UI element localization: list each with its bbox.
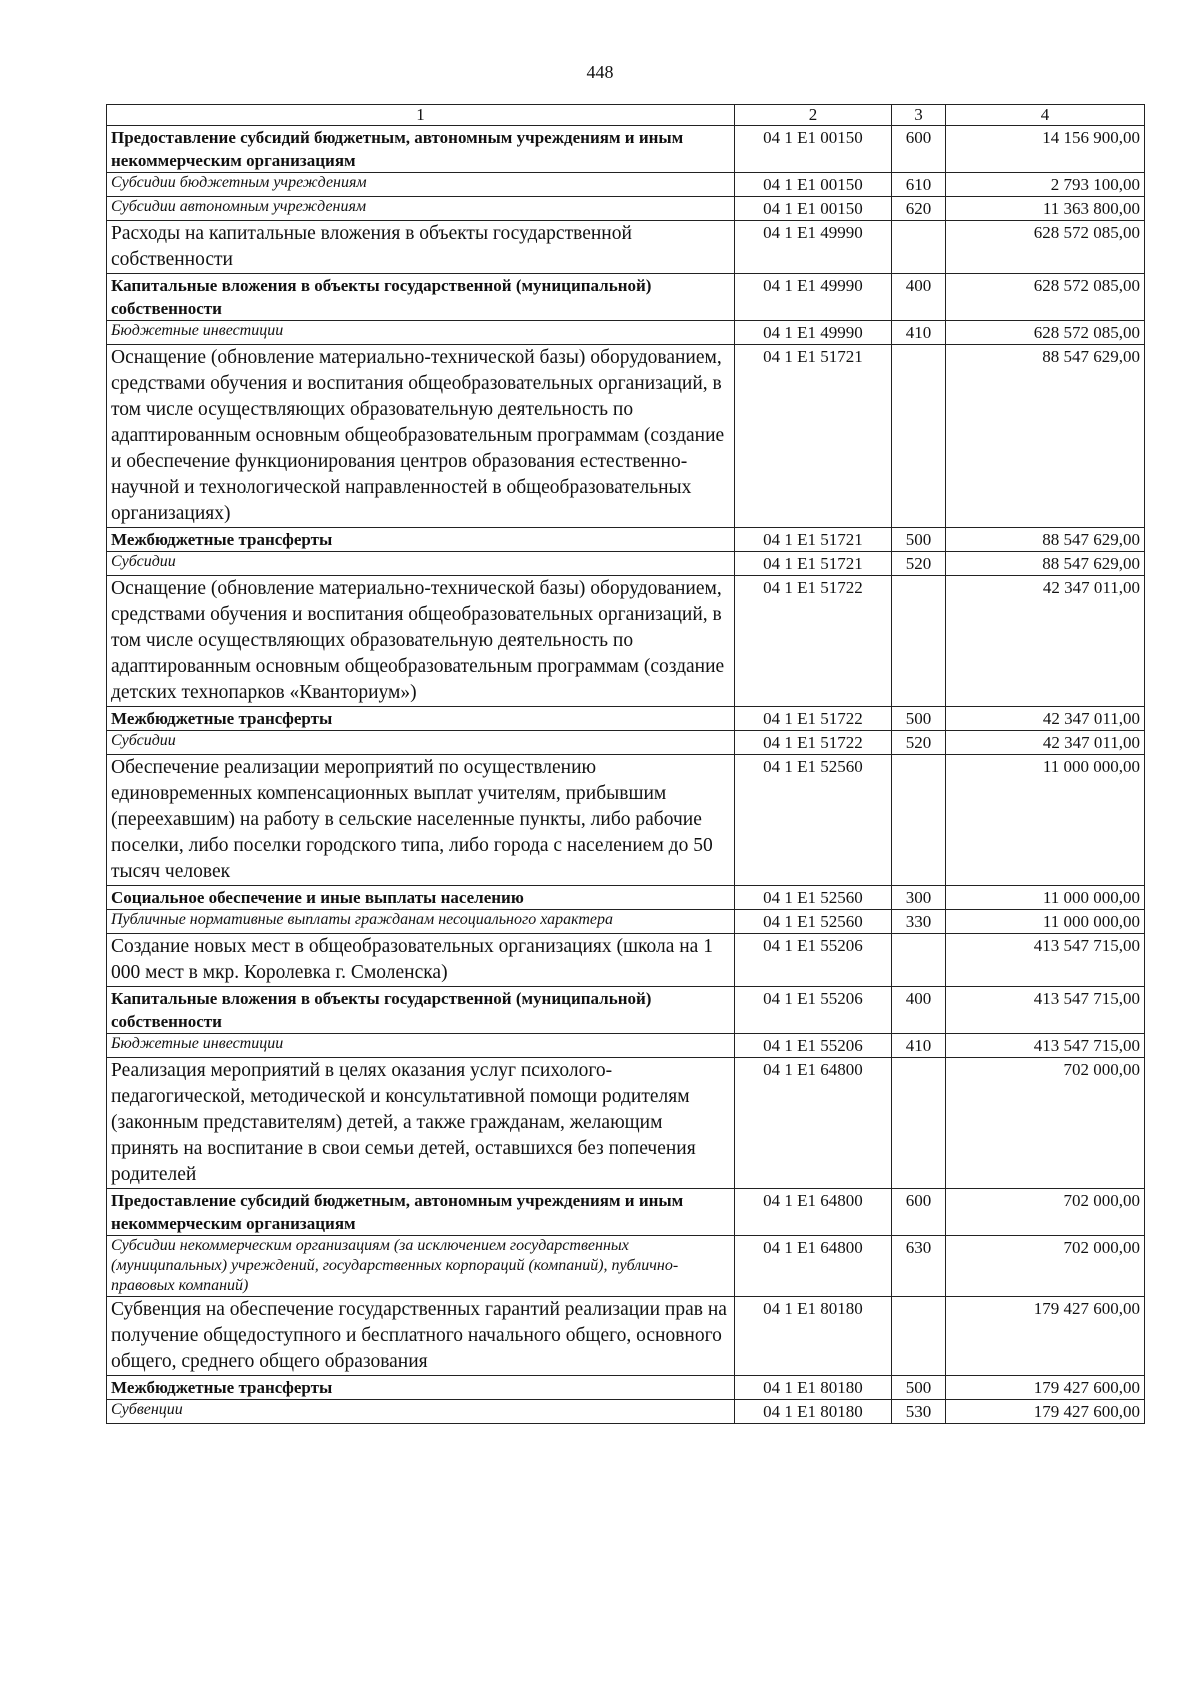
- table-header-row: [107, 105, 1145, 126]
- row-name: Расходы на капитальные вложения в объекты государственной собственности: [107, 221, 735, 274]
- table-row: [107, 755, 1145, 886]
- row-name: Предоставление субсидий бюджетным, автономным учреждениям и иным некоммерческим организациям: [107, 1189, 735, 1236]
- row-code: 04 1 E1 80180: [735, 1400, 892, 1424]
- header-col-type: 3: [892, 105, 946, 126]
- table-row: [107, 197, 1145, 221]
- row-expense-type: 520: [892, 552, 946, 576]
- table-row: [107, 1189, 1145, 1236]
- page-number: 448: [586, 62, 614, 82]
- row-name: Оснащение (обновление материально-технической базы) оборудованием, средствами обучения и воспитания общеобразовательных организаций, в том числе осуществляющих образовательную деятельность по адаптированным основным общеобразовательным программам (создание и обеспечение функционирования центров образования естественно-научной и технологической направленностей в общеобразовательных организациях): [107, 345, 735, 528]
- row-sum: 702 000,00: [946, 1058, 1145, 1189]
- row-name: Создание новых мест в общеобразовательных организациях (школа на 1 000 мест в мкр. Королевка г. Смоленска): [107, 934, 735, 987]
- row-code: 04 1 E1 52560: [735, 755, 892, 886]
- row-expense-type: 500: [892, 1376, 946, 1400]
- row-name: Капитальные вложения в объекты государственной (муниципальной) собственности: [107, 274, 735, 321]
- budget-table-body: [107, 105, 1145, 1424]
- row-name: Социальное обеспечение и иные выплаты населению: [107, 886, 735, 910]
- row-expense-type: 530: [892, 1400, 946, 1424]
- table-row: [107, 274, 1145, 321]
- row-code: 04 1 E1 55206: [735, 987, 892, 1034]
- table-row: [107, 1034, 1145, 1058]
- row-code: 04 1 E1 51722: [735, 707, 892, 731]
- table-row: [107, 1058, 1145, 1189]
- row-code: 04 1 E1 55206: [735, 1034, 892, 1058]
- row-expense-type: [892, 345, 946, 528]
- row-code: 04 1 E1 52560: [735, 910, 892, 934]
- row-code: 04 1 E1 49990: [735, 274, 892, 321]
- row-code: 04 1 E1 55206: [735, 934, 892, 987]
- row-name: Капитальные вложения в объекты государственной (муниципальной) собственности: [107, 987, 735, 1034]
- row-name: Субсидии: [107, 731, 735, 755]
- table-row: [107, 1400, 1145, 1424]
- row-code: 04 1 E1 00150: [735, 173, 892, 197]
- header-col-sum: 4: [946, 105, 1145, 126]
- row-sum: 413 547 715,00: [946, 1034, 1145, 1058]
- table-row: [107, 910, 1145, 934]
- row-sum: 413 547 715,00: [946, 987, 1145, 1034]
- row-sum: 88 547 629,00: [946, 345, 1145, 528]
- row-sum: 88 547 629,00: [946, 552, 1145, 576]
- row-expense-type: 520: [892, 731, 946, 755]
- table-row: [107, 1376, 1145, 1400]
- row-name: Субсидии: [107, 552, 735, 576]
- row-expense-type: [892, 576, 946, 707]
- row-sum: 42 347 011,00: [946, 731, 1145, 755]
- table-row: [107, 1297, 1145, 1376]
- row-sum: 628 572 085,00: [946, 321, 1145, 345]
- row-expense-type: 400: [892, 274, 946, 321]
- row-code: 04 1 E1 51721: [735, 528, 892, 552]
- row-name: Реализация мероприятий в целях оказания услуг психолого-педагогической, методической и консультативной помощи родителям (законным представителям) детей, а также гражданам, желающим принять на воспитание в свои семьи детей, оставшихся без попечения родителей: [107, 1058, 735, 1189]
- row-name: Субсидии бюджетным учреждениям: [107, 173, 735, 197]
- row-sum: 11 000 000,00: [946, 755, 1145, 886]
- row-code: 04 1 E1 51722: [735, 576, 892, 707]
- row-expense-type: 610: [892, 173, 946, 197]
- row-sum: 179 427 600,00: [946, 1400, 1145, 1424]
- row-name: Бюджетные инвестиции: [107, 1034, 735, 1058]
- row-code: 04 1 E1 80180: [735, 1297, 892, 1376]
- row-expense-type: 600: [892, 126, 946, 173]
- row-name: Межбюджетные трансферты: [107, 1376, 735, 1400]
- row-sum: 42 347 011,00: [946, 707, 1145, 731]
- row-code: 04 1 E1 51722: [735, 731, 892, 755]
- row-sum: 2 793 100,00: [946, 173, 1145, 197]
- row-expense-type: [892, 934, 946, 987]
- row-name: Субсидии некоммерческим организациям (за исключением государственных (муниципальных) учреждений, государственных корпораций (компаний), публично-правовых компаний): [107, 1236, 735, 1297]
- row-code: 04 1 E1 64800: [735, 1189, 892, 1236]
- row-expense-type: 330: [892, 910, 946, 934]
- row-expense-type: 500: [892, 528, 946, 552]
- row-expense-type: 410: [892, 321, 946, 345]
- table-row: [107, 886, 1145, 910]
- row-code: 04 1 E1 64800: [735, 1058, 892, 1189]
- table-row: [107, 934, 1145, 987]
- row-name: Предоставление субсидий бюджетным, автономным учреждениям и иным некоммерческим организациям: [107, 126, 735, 173]
- row-name: Обеспечение реализации мероприятий по осуществлению единовременных компенсационных выплат учителям, прибывшим (переехавшим) на работу в сельские населенные пункты, либо рабочие поселки, либо поселки городского типа, либо города с населением до 50 тысяч человек: [107, 755, 735, 886]
- row-sum: 42 347 011,00: [946, 576, 1145, 707]
- row-sum: 628 572 085,00: [946, 221, 1145, 274]
- row-expense-type: [892, 1297, 946, 1376]
- row-expense-type: [892, 755, 946, 886]
- row-name: Публичные нормативные выплаты гражданам несоциального характера: [107, 910, 735, 934]
- row-sum: 11 000 000,00: [946, 886, 1145, 910]
- row-code: 04 1 E1 49990: [735, 321, 892, 345]
- row-code: 04 1 E1 00150: [735, 126, 892, 173]
- row-sum: 14 156 900,00: [946, 126, 1145, 173]
- table-row: [107, 576, 1145, 707]
- table-row: [107, 528, 1145, 552]
- row-sum: 179 427 600,00: [946, 1297, 1145, 1376]
- header-col-code: 2: [735, 105, 892, 126]
- row-name: Межбюджетные трансферты: [107, 707, 735, 731]
- row-name: Субвенция на обеспечение государственных гарантий реализации прав на получение общедоступного и бесплатного начального общего, основного общего, среднего общего образования: [107, 1297, 735, 1376]
- row-code: 04 1 E1 52560: [735, 886, 892, 910]
- row-expense-type: 600: [892, 1189, 946, 1236]
- row-expense-type: 300: [892, 886, 946, 910]
- row-name: Субсидии автономным учреждениям: [107, 197, 735, 221]
- table-row: [107, 321, 1145, 345]
- row-name: Бюджетные инвестиции: [107, 321, 735, 345]
- table-row: [107, 987, 1145, 1034]
- row-expense-type: 620: [892, 197, 946, 221]
- row-sum: 702 000,00: [946, 1189, 1145, 1236]
- row-name: Межбюджетные трансферты: [107, 528, 735, 552]
- row-code: 04 1 E1 64800: [735, 1236, 892, 1297]
- row-expense-type: 500: [892, 707, 946, 731]
- row-sum: 88 547 629,00: [946, 528, 1145, 552]
- row-code: 04 1 E1 51721: [735, 345, 892, 528]
- row-expense-type: 410: [892, 1034, 946, 1058]
- row-code: 04 1 E1 80180: [735, 1376, 892, 1400]
- row-sum: 413 547 715,00: [946, 934, 1145, 987]
- row-sum: 628 572 085,00: [946, 274, 1145, 321]
- row-sum: 11 000 000,00: [946, 910, 1145, 934]
- row-expense-type: [892, 221, 946, 274]
- table-row: [107, 1236, 1145, 1297]
- row-code: 04 1 E1 51721: [735, 552, 892, 576]
- header-col-name: 1: [107, 105, 735, 126]
- row-code: 04 1 E1 49990: [735, 221, 892, 274]
- row-code: 04 1 E1 00150: [735, 197, 892, 221]
- row-name: Оснащение (обновление материально-технической базы) оборудованием, средствами обучения и воспитания общеобразовательных организаций, в том числе осуществляющих образовательную деятельность по адаптированным основным общеобразовательным программам (создание детских технопарков «Кванториум»): [107, 576, 735, 707]
- table-row: [107, 707, 1145, 731]
- table-row: [107, 126, 1145, 173]
- row-sum: 11 363 800,00: [946, 197, 1145, 221]
- row-expense-type: 400: [892, 987, 946, 1034]
- table-row: [107, 345, 1145, 528]
- row-expense-type: [892, 1058, 946, 1189]
- row-expense-type: 630: [892, 1236, 946, 1297]
- table-row: [107, 731, 1145, 755]
- row-name: Субвенции: [107, 1400, 735, 1424]
- table-row: [107, 552, 1145, 576]
- table-row: [107, 221, 1145, 274]
- row-sum: 702 000,00: [946, 1236, 1145, 1297]
- row-sum: 179 427 600,00: [946, 1376, 1145, 1400]
- budget-table: [106, 104, 1145, 1424]
- table-row: [107, 173, 1145, 197]
